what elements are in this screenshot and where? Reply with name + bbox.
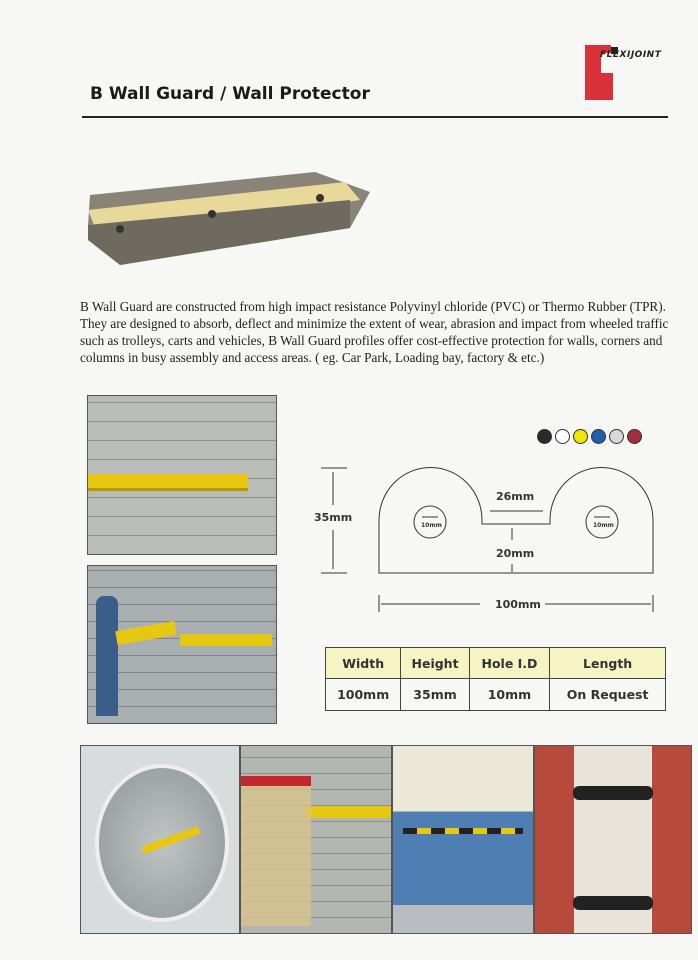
color-swatch-white: [555, 429, 570, 444]
worker-installing-photo: [87, 565, 277, 724]
title-divider: [82, 116, 668, 118]
gap-dimension: 26mm: [496, 490, 535, 503]
value-length: On Request: [550, 679, 666, 711]
loading-bay-photo: [392, 745, 534, 934]
scissor-lift-photo: [240, 745, 392, 934]
page-title: B Wall Guard / Wall Protector: [90, 84, 370, 104]
header-hole-id: Hole I.D: [469, 648, 550, 679]
value-height: 35mm: [401, 679, 469, 711]
value-width: 100mm: [326, 679, 401, 711]
specs-header-row: [326, 648, 666, 679]
header-length: Length: [550, 648, 666, 679]
column-protector-photo: [534, 745, 692, 934]
color-swatch-blue: [591, 429, 606, 444]
profile-diagram: [300, 460, 680, 620]
color-options: [537, 429, 642, 444]
hole-left-dimension: 10mm: [421, 522, 442, 529]
logo-text: FLEXIJOINT: [600, 50, 662, 60]
hole-right-dimension: 10mm: [593, 522, 614, 529]
width-dimension: 100mm: [495, 598, 541, 611]
specs-value-row: [326, 679, 666, 711]
wall-guard-installed-photo: [87, 395, 277, 555]
header-width: Width: [326, 648, 401, 679]
color-swatch-yellow: [573, 429, 588, 444]
color-swatch-red: [627, 429, 642, 444]
product-image: [80, 170, 380, 270]
height-dimension: 35mm: [314, 511, 353, 524]
color-swatch-black: [537, 429, 552, 444]
base-dimension: 20mm: [496, 547, 535, 560]
color-swatch-grey: [609, 429, 624, 444]
header-height: Height: [401, 648, 469, 679]
corner-mirror-photo: [80, 745, 240, 934]
specs-table: [325, 647, 666, 711]
product-description: B Wall Guard are constructed from high impact resistance Polyvinyl chloride (PVC) or Thermo Rubber (TPR). They are designed to absorb, deflect and minimize the extent of wear, abrasion and impact from wheeled traffic such as trolleys, carts and vehicles, B Wall Guard profiles offer cost-effective protection for walls, corners and columns in busy assembly and access areas. ( eg. Car Park, Loading bay, factory & etc.): [80, 299, 669, 365]
value-hole-id: 10mm: [469, 679, 550, 711]
